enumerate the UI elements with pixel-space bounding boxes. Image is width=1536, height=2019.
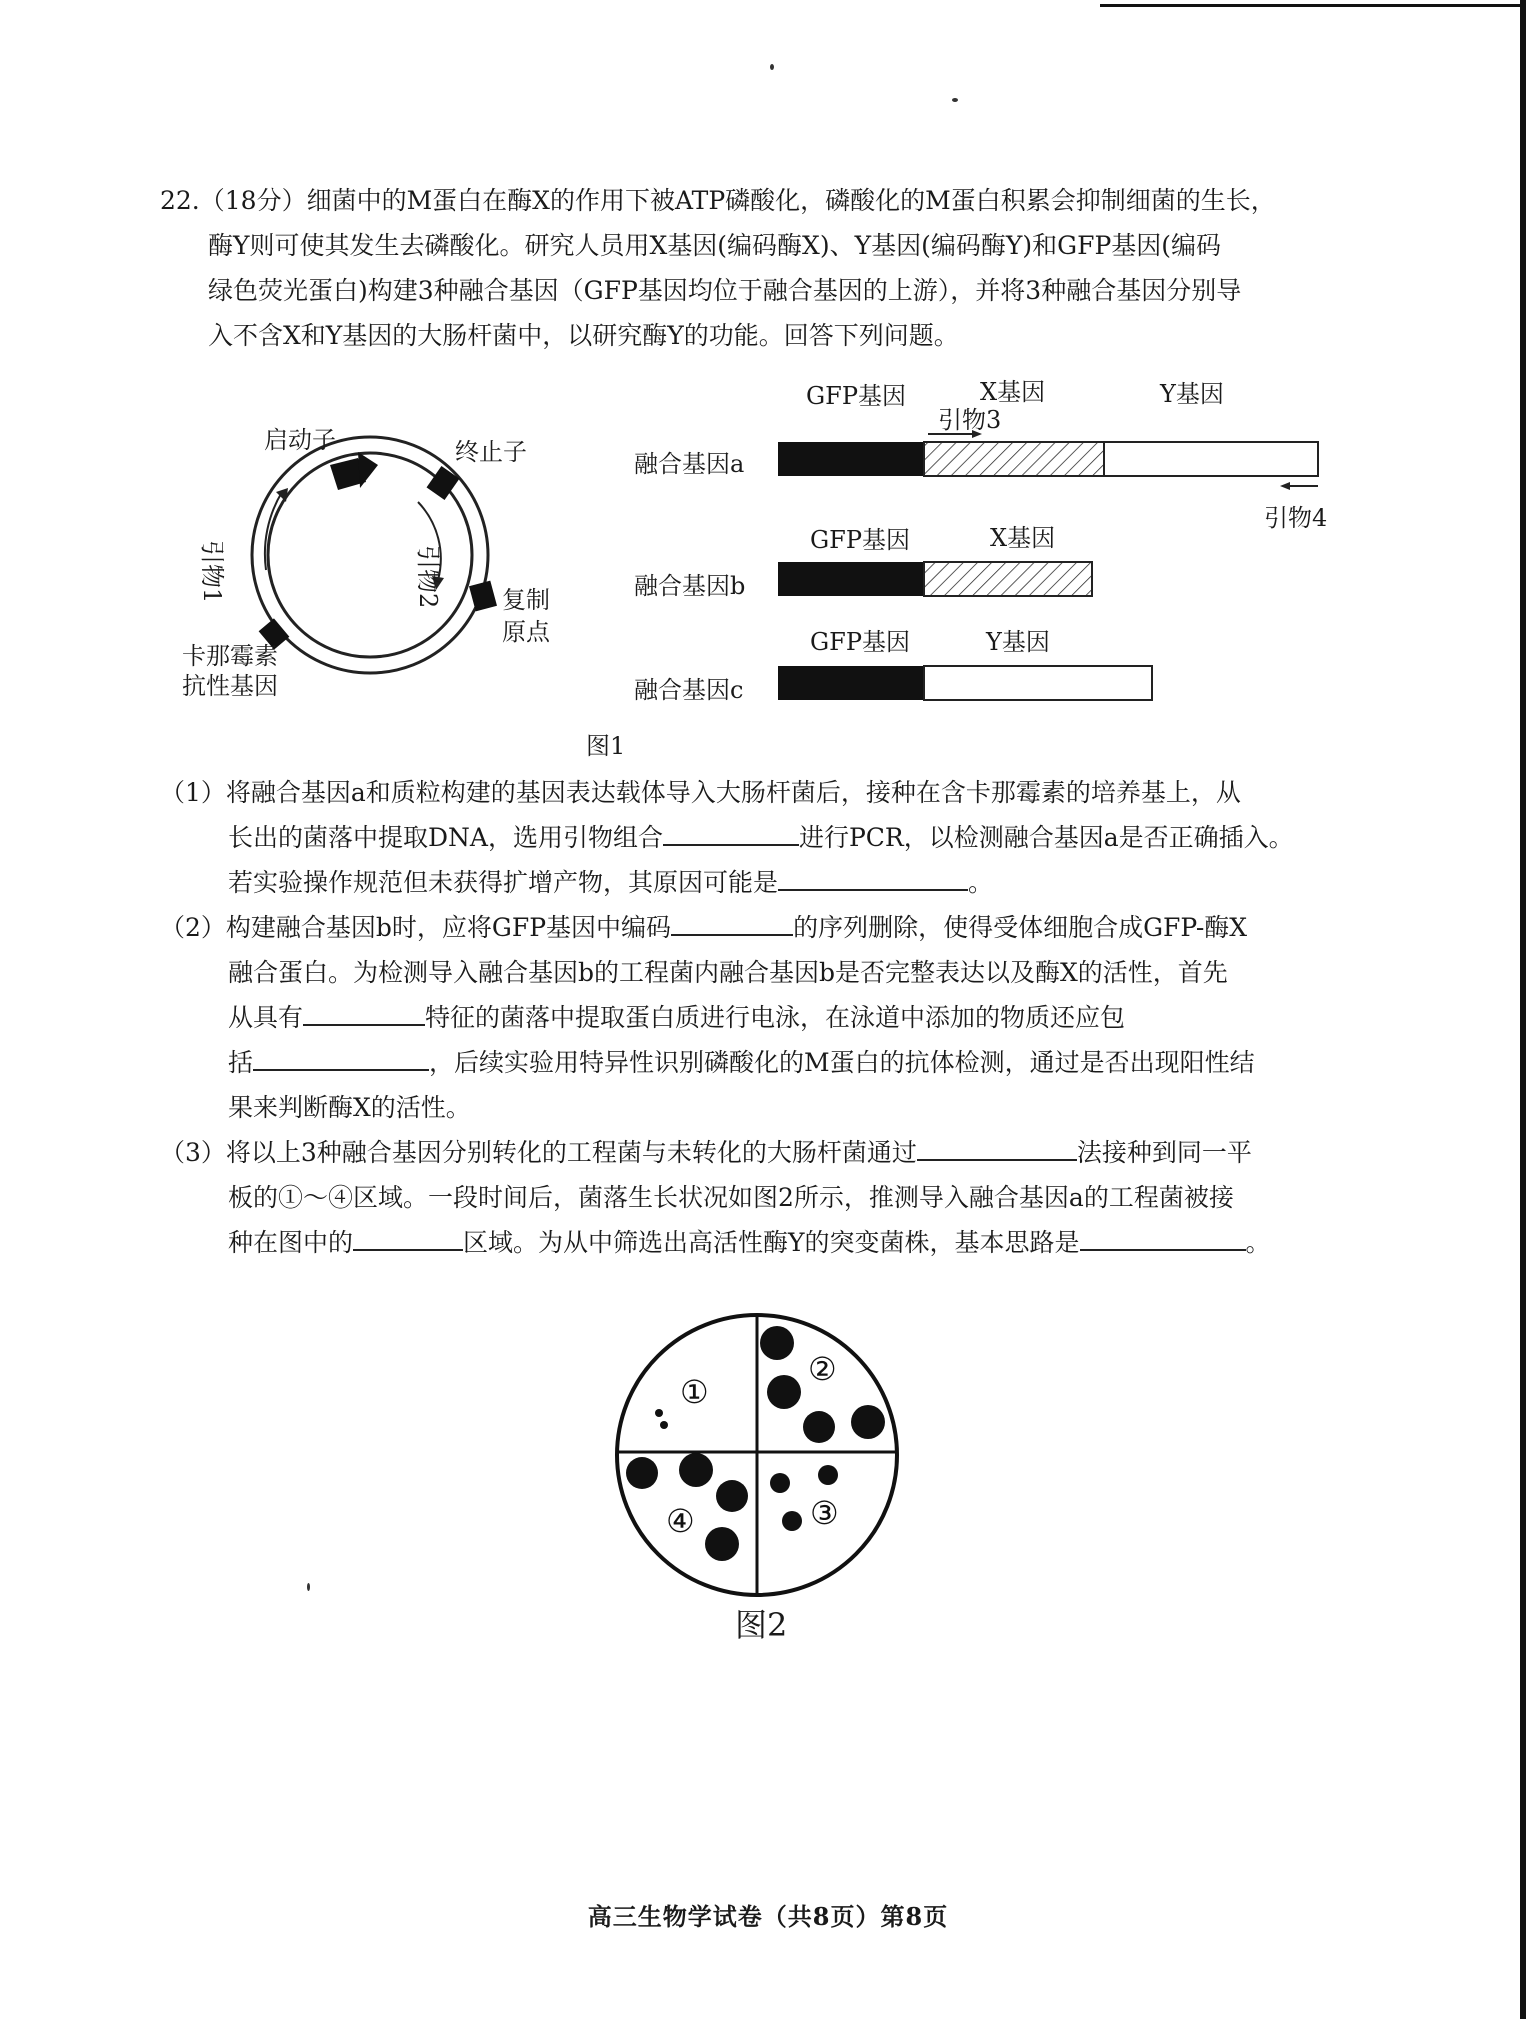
answer-blank[interactable] (917, 1133, 1077, 1161)
promoter-label: 启动子 (264, 426, 336, 454)
q3-text: 法接种到同一平 (1076, 1138, 1252, 1167)
gene-label-gfp: GFP基因 (810, 526, 910, 554)
colony (782, 1511, 802, 1531)
colony (851, 1405, 885, 1439)
q3-text: 种在图中的 (228, 1228, 354, 1257)
primer2-label: 引物2 (414, 545, 442, 609)
region-label-4: ④ (666, 1502, 695, 1540)
q2-text: （2）构建融合基因b时，应将GFP基因中编码 (160, 913, 672, 942)
kan-label: 抗性基因 (182, 672, 278, 700)
fusion-a-x (924, 442, 1104, 476)
scan-border-top (1100, 4, 1526, 7)
colony (655, 1409, 663, 1417)
q2-line (228, 1040, 1255, 1085)
scan-border-right (1520, 0, 1526, 2019)
scan-speck (307, 1583, 310, 1591)
region-label-2: ② (808, 1350, 837, 1388)
gene-label-x: X基因 (990, 524, 1056, 552)
colony (770, 1473, 790, 1493)
primer1-label: 引物1 (198, 540, 226, 604)
colony (716, 1480, 748, 1512)
q2-line: 果来判断酶X的活性。 (228, 1093, 471, 1122)
colony (705, 1527, 739, 1561)
q2-line: 融合蛋白。为检测导入融合基因b的工程菌内融合基因b是否完整表达以及酶X的活性，首先 (228, 958, 1228, 987)
fusion-b-x (924, 562, 1092, 596)
primer4-label: 引物4 (1264, 504, 1328, 532)
promoter-arrowhead (358, 452, 378, 488)
answer-blank[interactable] (353, 1223, 463, 1251)
q1-text: 长出的菌落中提取DNA，选用引物组合 (228, 823, 663, 852)
q2-text: 特征的菌落中提取蛋白质进行电泳，在泳道中添加的物质还应包 (425, 1003, 1126, 1032)
gene-label-y: Y基因 (1160, 380, 1224, 408)
fusion-a-y (1104, 442, 1318, 476)
fusion-b-gfp (778, 562, 924, 596)
stem-line: 22.（18分）细菌中的M蛋白在酶X的作用下被ATP磷酸化，磷酸化的M蛋白积累会抑制细菌的生长， (160, 186, 1276, 215)
scan-speck (952, 98, 958, 102)
figure2-caption: 图2 (735, 1606, 788, 1644)
figure1-caption: 图1 (586, 732, 626, 760)
fusion-a-gfp (778, 442, 924, 476)
q1-text: 进行PCR，以检测融合基因a是否正确插入。 (798, 823, 1294, 852)
scan-speck (770, 64, 774, 70)
gene-label-y: Y基因 (986, 628, 1050, 656)
q2-text: 的序列删除，使得受体细胞合成GFP-酶X (793, 913, 1248, 942)
kan-label: 卡那霉素 (182, 642, 278, 670)
q3-line: 板的①～④区域。一段时间后，菌落生长状况如图2所示，推测导入融合基因a的工程菌被接 (228, 1183, 1234, 1212)
answer-blank[interactable] (663, 818, 799, 846)
fusion-c-y (924, 666, 1152, 700)
q2-text: 从具有 (228, 1003, 304, 1032)
q2-text: ，后续实验用特异性识别磷酸化的M蛋白的抗体检测，通过是否出现阳性结 (429, 1048, 1255, 1077)
q1-text: 若实验操作规范但未获得扩增产物，其原因可能是 (228, 868, 779, 897)
q3-line (228, 1220, 1271, 1265)
q1-line (228, 815, 1294, 860)
origin-label: 复制 (502, 586, 550, 614)
colony (818, 1465, 838, 1485)
stem-line: 酶Y则可使其发生去磷酸化。研究人员用X基因(编码酶X)、Y基因(编码酶Y)和GFP基因(编码 (208, 231, 1222, 260)
colony (803, 1411, 835, 1443)
primer4-arrowhead (1280, 482, 1290, 490)
answer-blank[interactable] (303, 998, 425, 1026)
q1-text: 。 (968, 868, 994, 897)
fusion-c-gfp (778, 666, 924, 700)
gene-label-x: X基因 (980, 378, 1046, 406)
fusion-b-label: 融合基因b (634, 572, 746, 600)
region-label-3: ③ (810, 1494, 839, 1532)
q1-line (228, 860, 993, 905)
answer-blank[interactable] (253, 1043, 429, 1071)
q3-text: （3）将以上3种融合基因分别转化的工程菌与未转化的大肠杆菌通过 (160, 1138, 917, 1167)
origin-block (469, 581, 497, 612)
page-footer: 高三生物学试卷（共8页）第8页 (587, 1902, 949, 1931)
answer-blank[interactable] (671, 908, 793, 936)
fusion-c-label: 融合基因c (634, 676, 744, 704)
q2-text: 括 (228, 1048, 254, 1077)
primer3-label: 引物3 (938, 406, 1002, 434)
stem-line: 绿色荧光蛋白)构建3种融合基因（GFP基因均位于融合基因的上游），并将3种融合基因分别导 (208, 276, 1242, 305)
fusion-a-label: 融合基因a (634, 450, 745, 478)
petri-plate (612, 1310, 902, 1600)
gene-label-gfp: GFP基因 (810, 628, 910, 656)
q3-line (160, 1130, 1252, 1175)
terminator-label: 终止子 (455, 438, 527, 466)
fusion-gene-diagram (770, 430, 1330, 720)
q3-text: 。 (1245, 1228, 1271, 1257)
answer-blank[interactable] (778, 863, 968, 891)
q2-line (228, 995, 1125, 1040)
region-label-1: ① (680, 1373, 709, 1411)
stem-line: 入不含X和Y基因的大肠杆菌中，以研究酶Y的功能。回答下列问题。 (208, 321, 959, 350)
gene-label-gfp: GFP基因 (806, 382, 906, 410)
colony (767, 1375, 801, 1409)
q1-line: （1）将融合基因a和质粒构建的基因表达载体导入大肠杆菌后，接种在含卡那霉素的培养基上，从 (160, 778, 1241, 807)
colony (660, 1421, 668, 1429)
q3-text: 区域。为从中筛选出高活性酶Y的突变菌株，基本思路是 (463, 1228, 1080, 1257)
colony (626, 1457, 658, 1489)
q2-line (160, 905, 1247, 950)
answer-blank[interactable] (1080, 1223, 1246, 1251)
origin-label: 原点 (502, 618, 550, 646)
colony (760, 1326, 794, 1360)
colony (679, 1453, 713, 1487)
